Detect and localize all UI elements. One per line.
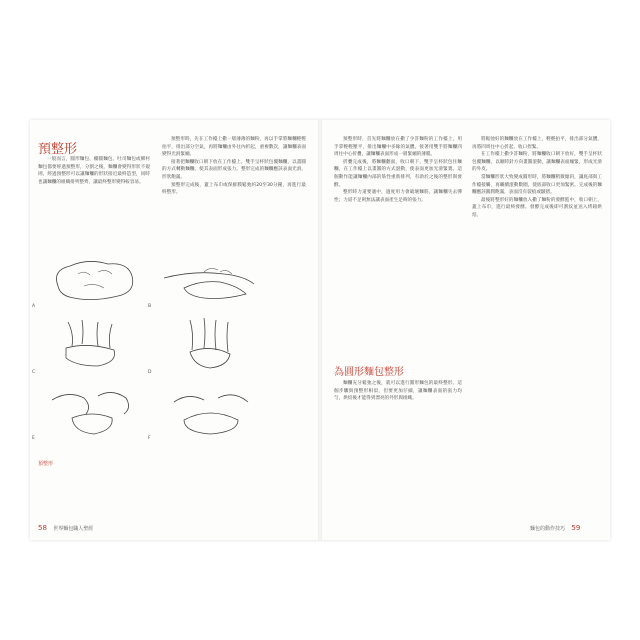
hand-pressing-illustration [154, 248, 264, 306]
photo-label: D [148, 370, 152, 375]
illustration-d [148, 314, 264, 375]
book-gutter [318, 120, 322, 540]
photo-label: A [32, 304, 36, 309]
illustration-e [32, 380, 148, 441]
left-right-column [162, 136, 306, 197]
paragraph: 折疊完成後，將麵糰翻面，收口朝下，雙手呈杯狀包住麵糰，在工作檯上以畫圓的方式滾動，使表面更加光滑緊實。這個動作能讓麵糰內部的筋性重新排列，有助於之後的整形與發酵。 [334, 159, 462, 188]
paragraph: 將鬆弛好的麵糰放在工作檯上，輕輕拍平，排出部分氣體，再將四周往中心折起，收口捏緊。 [472, 137, 602, 150]
right-col1 [334, 136, 462, 204]
photo-label: B [148, 304, 152, 309]
rounding-illustration [38, 380, 148, 438]
photo-caption: 預整形 [38, 461, 54, 467]
paragraph: 在工作檯上撒少許麵粉，將麵糰收口朝下放好，雙手呈杯狀包覆麵糰，以順時針方向畫圓滾動，讓麵糰表面繃緊，形成光滑的外皮。 [472, 152, 602, 173]
photo-label: E [32, 436, 35, 441]
section-heading-preshape [38, 138, 77, 157]
right-col1-after-heading [334, 380, 462, 403]
section-heading-round [334, 360, 404, 379]
paragraph: 當麵糰形狀大致變成圓形時，將麵糰稍微傾斜，讓底部與工作檯接觸，再繼續滾動數圈，使底部收口更加緊密。完成後的麵糰應該圓潤飽滿，表面沒有裂痕或皺摺。 [472, 174, 602, 196]
heading-text: 為圓形麵包整形 [334, 367, 404, 378]
book-spread [30, 120, 610, 540]
footer-title: 世界麵包職人聖經 [53, 526, 94, 532]
left-footer [38, 524, 93, 532]
paragraph: 麵糰充分鬆弛之後，就可以進行圓形麵包的最終整形。這個步驟與預整形相似，但要更加仔細，讓麵糰表面的張力均勻，烘焙後才能得到漂亮的外形與組織。 [334, 381, 462, 402]
page-number: 59 [571, 524, 581, 532]
paragraph: 預整形時，先在工作檯上撒一層薄薄的麵粉，再以手掌將麵糰輕輕拍平，排出部分空氣，再將麵糰由外往內折起，重複數次，讓麵糰表面變得光滑緊繃。 [162, 137, 306, 158]
illustration-b [148, 248, 264, 309]
illustration-f [148, 380, 264, 441]
folding-illustration [38, 314, 148, 372]
paragraph: 接著把麵糰收口朝下放在工作檯上，雙手呈杯狀包覆麵糰，以畫圓的方式轉動麵糰，使其表面形成張力。整形完成的麵糰應該表面光滑、形狀飽滿。 [162, 159, 306, 180]
paragraph: 一般而言，圓形麵包、橢圓麵包、吐司麵包或鄉村麵包都要經過預整形，分割之後，麵糰會變得形狀不規則，經過預整形可以讓麵糰的形狀接近最終造型，同時也讓麵糰的組織排列整齊，讓最終整形變得較容易。 [38, 157, 150, 185]
heading-text: 預整形 [38, 142, 78, 157]
footer-title: 麵包的動作技巧 [530, 526, 566, 532]
dough-illustration [38, 248, 148, 306]
finished-round-illustration [154, 380, 264, 438]
page-number: 58 [38, 524, 47, 532]
illustration-c [32, 314, 148, 375]
paragraph: 預整形時，首先將麵糰放在撒了少許麵粉的工作檯上，用手掌輕輕壓平，排出麵糰中多餘的氣體。接著用雙手將麵糰四周往中心折疊，讓麵糰表面形成一層緊繃的薄膜。 [334, 137, 462, 158]
left-intro-column [38, 156, 150, 186]
right-col2 [472, 136, 602, 220]
photo-grid [32, 248, 278, 446]
paragraph: 最後將整形好的麵糰放入撒了麵粉的發酵籃中，收口朝上，蓋上布巾，進行最終發酵。發酵完成後即可割紋並送入烤箱烘焙。 [472, 197, 602, 218]
photo-label: C [32, 370, 36, 375]
paragraph: 預整形完成後，蓋上布巾或保鮮膜鬆弛約20至30分鐘，再進行最終整形。 [162, 182, 306, 196]
photo-label: F [148, 436, 151, 441]
illustration-a [32, 248, 148, 309]
right-footer [530, 524, 580, 532]
paragraph: 整形時力道要適中，過度用力會破壞麵筋，讓麵糰失去彈性；力道不足則無法讓表面產生足夠的張力。 [334, 190, 462, 203]
cupping-illustration [154, 314, 264, 372]
